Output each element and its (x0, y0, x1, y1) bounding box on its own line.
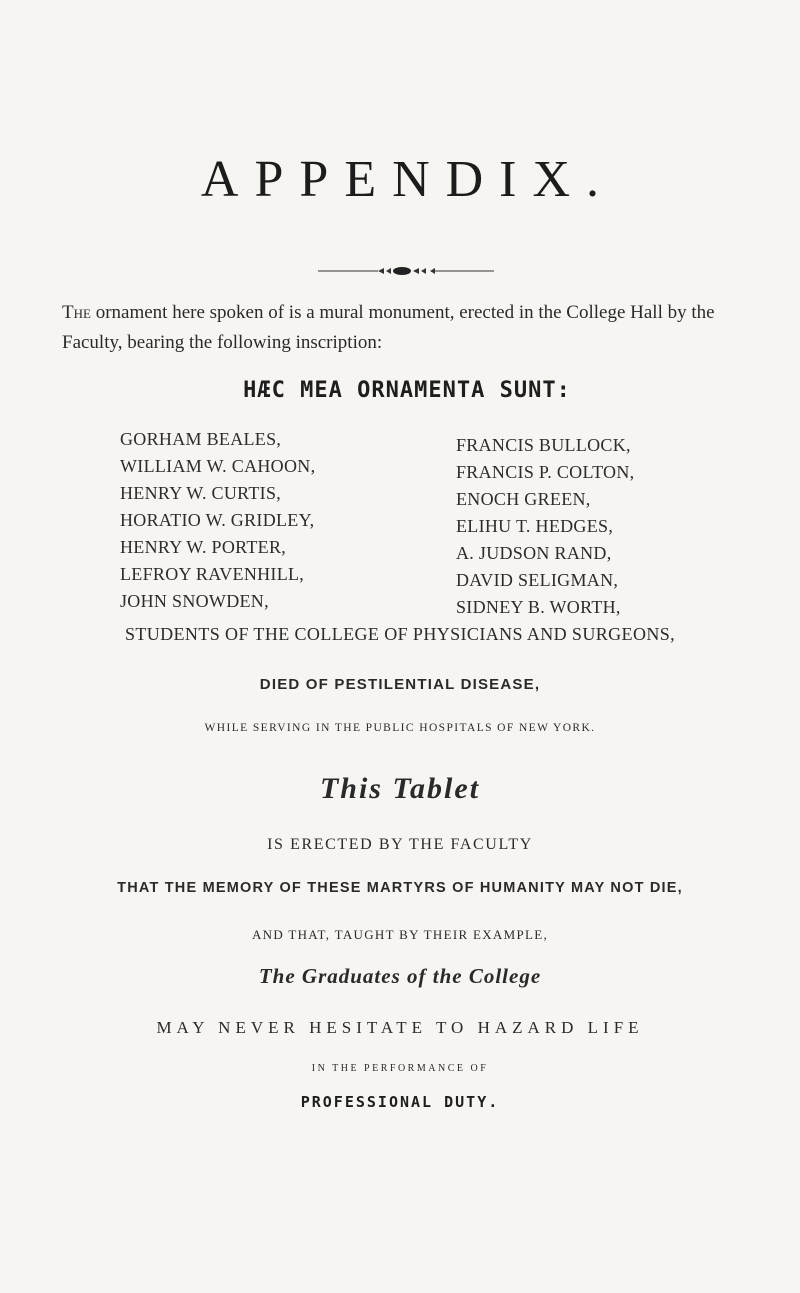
intro-lead: The (62, 302, 91, 323)
name-entry: A. JUDSON RAND, (456, 543, 612, 563)
name-entry: LEFROY RAVENHILL, (120, 564, 305, 584)
erected-line: IS ERECTED BY THE FACULTY (267, 836, 533, 853)
name-entry: JOHN SNOWDEN, (120, 591, 269, 611)
graduates-line: The Graduates of the College (258, 964, 542, 988)
names-right-column (456, 432, 756, 621)
name-entry: ELIHU T. HEDGES, (456, 516, 614, 536)
name-entry: FRANCIS P. COLTON, (456, 462, 635, 482)
name-entry: HENRY W. CURTIS, (120, 483, 282, 503)
memory-line: THAT THE MEMORY OF THESE MARTYRS OF HUMANITY MAY NOT DIE, (117, 880, 683, 896)
inscription-title: HÆC MEA ORNAMENTA SUNT: (243, 378, 571, 403)
serving-line: WHILE SERVING IN THE PUBLIC HOSPITALS OF NEW YORK. (204, 722, 596, 734)
name-entry: HORATIO W. GRIDLEY, (120, 510, 315, 530)
students-line: STUDENTS OF THE COLLEGE OF PHYSICIANS AND SURGEONS, (124, 624, 676, 644)
name-entry: FRANCIS BULLOCK, (456, 435, 631, 455)
name-entry: ENOCH GREEN, (456, 489, 591, 509)
intro-text: ornament here spoken of is a mural monument, erected in the College Hall by the Faculty, bearing the following inscription: (62, 302, 715, 353)
hazard-line: MAY NEVER HESITATE TO HAZARD LIFE (156, 1018, 644, 1037)
died-line: DIED OF PESTILENTIAL DISEASE, (259, 676, 541, 693)
name-entry: WILLIAM W. CAHOON, (120, 456, 316, 476)
performance-line: IN THE PERFORMANCE OF (311, 1063, 489, 1074)
name-entry: SIDNEY B. WORTH, (456, 597, 621, 617)
page-heading: APPENDIX. (200, 151, 616, 208)
intro-paragraph (62, 298, 752, 358)
name-entry: DAVID SELIGMAN, (456, 570, 619, 590)
duty-line: PROFESSIONAL DUTY. (300, 1093, 500, 1111)
name-entry: GORHAM BEALES, (120, 429, 282, 449)
names-left-column (120, 426, 410, 615)
taught-line: AND THAT, TAUGHT BY THEIR EXAMPLE, (251, 927, 549, 942)
tablet-line: This Tablet (319, 772, 481, 805)
ornamental-rule (318, 266, 494, 276)
name-entry: HENRY W. PORTER, (120, 537, 287, 557)
